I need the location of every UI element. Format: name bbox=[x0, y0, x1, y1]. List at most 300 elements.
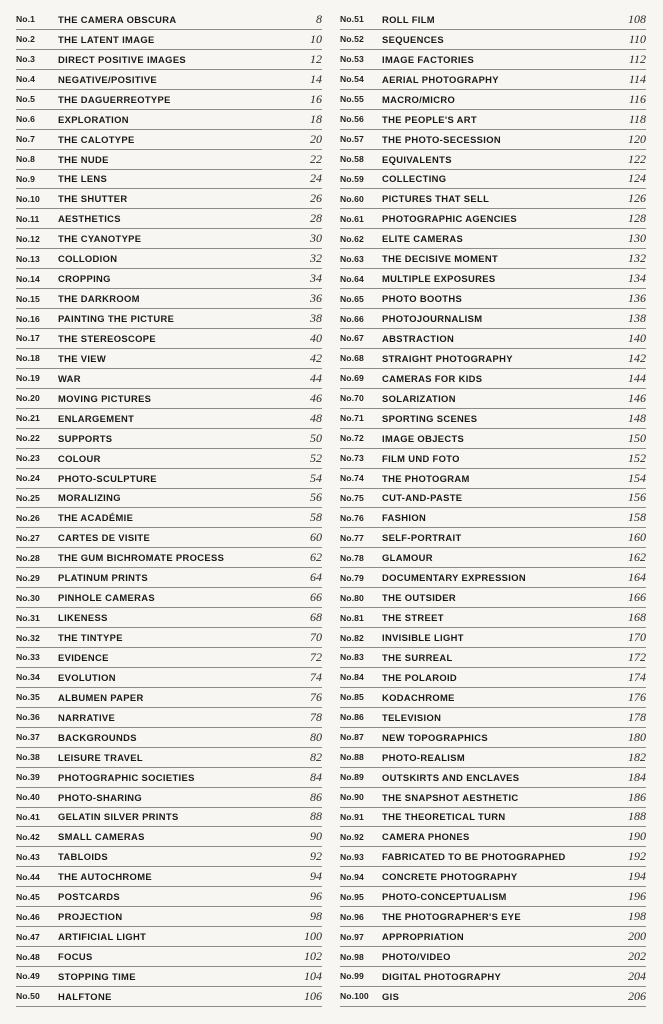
entry-title: SPORTING SCENES bbox=[382, 412, 478, 424]
entry-page-number: 68 bbox=[310, 610, 322, 625]
entry-page-number: 170 bbox=[628, 630, 646, 645]
entry-number: No.64 bbox=[340, 273, 364, 284]
entry-number: No.95 bbox=[340, 891, 364, 902]
entry-page-number: 144 bbox=[628, 370, 646, 385]
entry-title: MORALIZING bbox=[58, 492, 121, 504]
entry-number: No.2 bbox=[16, 34, 36, 45]
entry-number: No.54 bbox=[340, 74, 364, 85]
entry-page-number: 162 bbox=[628, 550, 646, 565]
entry-title: THE DECISIVE MOMENT bbox=[382, 253, 499, 265]
entry-page-number: 36 bbox=[310, 291, 322, 306]
entry-number: No.92 bbox=[340, 831, 364, 842]
entry-page-number: 82 bbox=[310, 749, 322, 764]
entry-page-number: 54 bbox=[310, 470, 322, 485]
entry-number: No.70 bbox=[340, 393, 364, 404]
entry-number: No.3 bbox=[16, 54, 36, 65]
entry-number: No.4 bbox=[16, 74, 36, 85]
entry-page-number: 38 bbox=[310, 311, 322, 326]
entry-page-number: 44 bbox=[310, 370, 322, 385]
entry-page-number: 202 bbox=[628, 949, 646, 964]
entry-title: KODACHROME bbox=[382, 691, 455, 703]
entry-number: No.93 bbox=[340, 851, 364, 862]
entry-title: ABSTRACTION bbox=[382, 332, 455, 344]
entry-page-number: 78 bbox=[310, 709, 322, 724]
entry-number: No.10 bbox=[16, 193, 40, 204]
entry-page-number: 70 bbox=[310, 630, 322, 645]
contents-entry bbox=[16, 329, 322, 349]
entry-title: ROLL FILM bbox=[382, 13, 435, 25]
entry-number: No.51 bbox=[340, 14, 364, 25]
entry-page-number: 168 bbox=[628, 610, 646, 625]
contents-entry bbox=[340, 449, 646, 469]
contents-entry bbox=[16, 409, 322, 429]
contents-entry bbox=[340, 688, 646, 708]
contents-entry bbox=[16, 369, 322, 389]
entry-page-number: 136 bbox=[628, 291, 646, 306]
entry-number: No.36 bbox=[16, 712, 40, 723]
contents-entry bbox=[16, 50, 322, 70]
entry-title: IMAGE OBJECTS bbox=[382, 432, 465, 444]
entry-number: No.77 bbox=[340, 532, 364, 543]
entry-page-number: 148 bbox=[628, 410, 646, 425]
entry-title: ALBUMEN PAPER bbox=[58, 691, 144, 703]
contents-entry bbox=[340, 90, 646, 110]
contents-entry bbox=[16, 10, 322, 30]
entry-page-number: 194 bbox=[628, 869, 646, 884]
contents-entry bbox=[340, 668, 646, 688]
entry-title: NARRATIVE bbox=[58, 711, 116, 723]
entry-page-number: 120 bbox=[628, 131, 646, 146]
entry-title: THE SHUTTER bbox=[58, 193, 128, 205]
entry-page-number: 164 bbox=[628, 570, 646, 585]
entry-number: No.14 bbox=[16, 273, 40, 284]
entry-page-number: 132 bbox=[628, 251, 646, 266]
entry-page-number: 142 bbox=[628, 350, 646, 365]
entry-page-number: 190 bbox=[628, 829, 646, 844]
entry-title: THE SURREAL bbox=[382, 651, 453, 663]
entry-number: No.62 bbox=[340, 233, 364, 244]
contents-entry bbox=[16, 688, 322, 708]
entry-title: APPROPRIATION bbox=[382, 931, 464, 943]
contents-entry bbox=[340, 50, 646, 70]
entry-title: HALFTONE bbox=[58, 990, 112, 1002]
contents-entry bbox=[16, 588, 322, 608]
entry-page-number: 98 bbox=[310, 909, 322, 924]
entry-number: No.8 bbox=[16, 154, 36, 165]
entry-title: GELATIN SILVER PRINTS bbox=[58, 811, 179, 823]
entry-page-number: 12 bbox=[310, 51, 322, 66]
entry-number: No.83 bbox=[340, 652, 364, 663]
entry-number: No.63 bbox=[340, 253, 364, 264]
contents-entry bbox=[16, 748, 322, 768]
entry-number: No.49 bbox=[16, 971, 40, 982]
entry-number: No.94 bbox=[340, 871, 364, 882]
entry-page-number: 42 bbox=[310, 350, 322, 365]
contents-entry bbox=[340, 708, 646, 728]
entry-page-number: 204 bbox=[628, 968, 646, 983]
contents-entry bbox=[16, 130, 322, 150]
entry-title: EVOLUTION bbox=[58, 671, 116, 683]
entry-title: PHOTOJOURNALISM bbox=[382, 313, 483, 325]
contents-entry bbox=[16, 608, 322, 628]
entry-page-number: 200 bbox=[628, 929, 646, 944]
entry-page-number: 62 bbox=[310, 550, 322, 565]
entry-page-number: 108 bbox=[628, 11, 646, 26]
entry-number: No.71 bbox=[340, 413, 364, 424]
contents-entry bbox=[16, 110, 322, 130]
entry-title: SOLARIZATION bbox=[382, 392, 456, 404]
entry-number: No.48 bbox=[16, 951, 40, 962]
contents-entry bbox=[340, 887, 646, 907]
entry-page-number: 188 bbox=[628, 809, 646, 824]
entry-title: THE PHOTOGRAM bbox=[382, 472, 470, 484]
entry-title: PHOTO-SCULPTURE bbox=[58, 472, 157, 484]
entry-page-number: 60 bbox=[310, 530, 322, 545]
entry-title: PHOTOGRAPHIC SOCIETIES bbox=[58, 771, 195, 783]
entry-page-number: 192 bbox=[628, 849, 646, 864]
entry-title: BACKGROUNDS bbox=[58, 731, 137, 743]
entry-page-number: 198 bbox=[628, 909, 646, 924]
contents-entry bbox=[340, 927, 646, 947]
contents-entry bbox=[340, 588, 646, 608]
entry-title: PAINTING THE PICTURE bbox=[58, 313, 175, 325]
contents-entry bbox=[340, 608, 646, 628]
contents-entry bbox=[340, 568, 646, 588]
contents-entry bbox=[16, 668, 322, 688]
entry-page-number: 90 bbox=[310, 829, 322, 844]
entry-page-number: 180 bbox=[628, 729, 646, 744]
contents-entry bbox=[16, 768, 322, 788]
entry-number: No.34 bbox=[16, 672, 40, 683]
entry-page-number: 20 bbox=[310, 131, 322, 146]
entry-page-number: 154 bbox=[628, 470, 646, 485]
entry-page-number: 52 bbox=[310, 450, 322, 465]
contents-entry bbox=[340, 628, 646, 648]
entry-number: No.97 bbox=[340, 931, 364, 942]
entry-page-number: 92 bbox=[310, 849, 322, 864]
contents-entry bbox=[340, 429, 646, 449]
entry-page-number: 106 bbox=[304, 988, 322, 1003]
entry-title: MULTIPLE EXPOSURES bbox=[382, 273, 496, 285]
entry-page-number: 124 bbox=[628, 171, 646, 186]
entry-number: No.80 bbox=[340, 592, 364, 603]
entry-title: CAMERAS FOR KIDS bbox=[382, 372, 483, 384]
entry-title: THE STREET bbox=[382, 612, 444, 624]
entry-title: EXPLORATION bbox=[58, 113, 129, 125]
entry-title: COLLECTING bbox=[382, 173, 447, 185]
contents-column-left bbox=[16, 10, 322, 1007]
contents-entry bbox=[340, 30, 646, 50]
entry-number: No.78 bbox=[340, 552, 364, 563]
entry-number: No.35 bbox=[16, 692, 40, 703]
entry-title: PROJECTION bbox=[58, 911, 123, 923]
entry-number: No.90 bbox=[340, 792, 364, 803]
entry-number: No.21 bbox=[16, 413, 40, 424]
entry-title: THE SNAPSHOT AESTHETIC bbox=[382, 791, 519, 803]
entry-page-number: 160 bbox=[628, 530, 646, 545]
entry-number: No.15 bbox=[16, 293, 40, 304]
entry-title: CUT-AND-PASTE bbox=[382, 492, 463, 504]
entry-number: No.82 bbox=[340, 632, 364, 643]
contents-entry bbox=[340, 349, 646, 369]
contents-entry bbox=[340, 469, 646, 489]
entry-page-number: 172 bbox=[628, 649, 646, 664]
entry-page-number: 28 bbox=[310, 211, 322, 226]
entry-page-number: 40 bbox=[310, 330, 322, 345]
contents-entry bbox=[16, 528, 322, 548]
contents-entry bbox=[340, 209, 646, 229]
entry-number: No.59 bbox=[340, 173, 364, 184]
entry-number: No.1 bbox=[16, 14, 36, 25]
entry-title: THE OUTSIDER bbox=[382, 592, 456, 604]
contents-entry bbox=[16, 728, 322, 748]
entry-title: THE LATENT IMAGE bbox=[58, 33, 155, 45]
entry-title: DIRECT POSITIVE IMAGES bbox=[58, 53, 187, 65]
entry-number: No.26 bbox=[16, 512, 40, 523]
contents-entry bbox=[16, 209, 322, 229]
entry-title: PICTURES THAT SELL bbox=[382, 193, 490, 205]
contents-entry bbox=[340, 229, 646, 249]
entry-page-number: 26 bbox=[310, 191, 322, 206]
contents-entry bbox=[340, 70, 646, 90]
entry-title: AERIAL PHOTOGRAPHY bbox=[382, 73, 499, 85]
contents-entry bbox=[340, 748, 646, 768]
entry-page-number: 14 bbox=[310, 71, 322, 86]
entry-title: FASHION bbox=[382, 512, 427, 524]
entry-title: FILM UND FOTO bbox=[382, 452, 460, 464]
entry-page-number: 86 bbox=[310, 789, 322, 804]
entry-number: No.60 bbox=[340, 193, 364, 204]
entry-number: No.79 bbox=[340, 572, 364, 583]
entry-number: No.18 bbox=[16, 353, 40, 364]
entry-number: No.9 bbox=[16, 173, 36, 184]
entry-page-number: 140 bbox=[628, 330, 646, 345]
contents-entry bbox=[16, 508, 322, 528]
entry-number: No.75 bbox=[340, 492, 364, 503]
entry-title: THE PHOTOGRAPHER'S EYE bbox=[382, 911, 521, 923]
contents-entry bbox=[16, 987, 322, 1007]
entry-title: PHOTO-SHARING bbox=[58, 791, 143, 803]
entry-number: No.40 bbox=[16, 792, 40, 803]
entry-page-number: 30 bbox=[310, 231, 322, 246]
contents-entry bbox=[340, 947, 646, 967]
contents-entry bbox=[16, 469, 322, 489]
entry-number: No.42 bbox=[16, 831, 40, 842]
entry-number: No.61 bbox=[340, 213, 364, 224]
entry-number: No.19 bbox=[16, 373, 40, 384]
entry-title: STRAIGHT PHOTOGRAPHY bbox=[382, 352, 513, 364]
entry-page-number: 128 bbox=[628, 211, 646, 226]
entry-page-number: 130 bbox=[628, 231, 646, 246]
contents-entry bbox=[340, 249, 646, 269]
entry-title: THE PEOPLE'S ART bbox=[382, 113, 477, 125]
entry-number: No.56 bbox=[340, 114, 364, 125]
contents-entry bbox=[16, 249, 322, 269]
entry-page-number: 66 bbox=[310, 590, 322, 605]
entry-number: No.98 bbox=[340, 951, 364, 962]
contents-entry bbox=[340, 788, 646, 808]
entry-title: CARTES DE VISITE bbox=[58, 532, 151, 544]
entry-page-number: 112 bbox=[628, 51, 646, 66]
entry-page-number: 122 bbox=[628, 151, 646, 166]
entry-title: PHOTO BOOTHS bbox=[382, 293, 463, 305]
contents-entry bbox=[340, 10, 646, 30]
entry-title: THE PHOTO-SECESSION bbox=[382, 133, 501, 145]
entry-number: No.46 bbox=[16, 911, 40, 922]
entry-title: THE AUTOCHROME bbox=[58, 871, 152, 883]
entry-page-number: 34 bbox=[310, 271, 322, 286]
entry-title: THE GUM BICHROMATE PROCESS bbox=[58, 552, 225, 564]
contents-entry bbox=[340, 648, 646, 668]
entry-title: ELITE CAMERAS bbox=[382, 233, 464, 245]
entry-title: INVISIBLE LIGHT bbox=[382, 632, 464, 644]
contents-entry bbox=[340, 329, 646, 349]
entry-title: CONCRETE PHOTOGRAPHY bbox=[382, 871, 518, 883]
contents-entry bbox=[16, 788, 322, 808]
entry-title: NEW TOPOGRAPHICS bbox=[382, 731, 488, 743]
contents-entry bbox=[16, 30, 322, 50]
contents-entry bbox=[340, 369, 646, 389]
contents-entry bbox=[16, 927, 322, 947]
entry-page-number: 16 bbox=[310, 91, 322, 106]
contents-entry bbox=[16, 349, 322, 369]
entry-page-number: 46 bbox=[310, 390, 322, 405]
entry-page-number: 22 bbox=[310, 151, 322, 166]
entry-number: No.100 bbox=[340, 991, 369, 1002]
contents-entry bbox=[340, 110, 646, 130]
entry-number: No.88 bbox=[340, 752, 364, 763]
entry-page-number: 182 bbox=[628, 749, 646, 764]
entry-title: FOCUS bbox=[58, 951, 93, 963]
entry-number: No.16 bbox=[16, 313, 40, 324]
entry-number: No.55 bbox=[340, 94, 364, 105]
entry-number: No.28 bbox=[16, 552, 40, 563]
entry-number: No.73 bbox=[340, 453, 364, 464]
entry-page-number: 24 bbox=[310, 171, 322, 186]
entry-number: No.66 bbox=[340, 313, 364, 324]
entry-title: EVIDENCE bbox=[58, 651, 109, 663]
entry-number: No.22 bbox=[16, 433, 40, 444]
entry-number: No.17 bbox=[16, 333, 40, 344]
entry-number: No.11 bbox=[16, 213, 40, 224]
entry-number: No.47 bbox=[16, 931, 40, 942]
contents-entry bbox=[340, 389, 646, 409]
entry-page-number: 158 bbox=[628, 510, 646, 525]
entry-page-number: 134 bbox=[628, 271, 646, 286]
contents-entry bbox=[16, 189, 322, 209]
contents-entry bbox=[340, 309, 646, 329]
entry-number: No.99 bbox=[340, 971, 364, 982]
entry-page-number: 58 bbox=[310, 510, 322, 525]
entry-title: THE CAMERA OBSCURA bbox=[58, 13, 177, 25]
entry-number: No.43 bbox=[16, 851, 40, 862]
entry-number: No.44 bbox=[16, 871, 40, 882]
entry-page-number: 104 bbox=[304, 968, 322, 983]
entry-page-number: 88 bbox=[310, 809, 322, 824]
entry-page-number: 10 bbox=[310, 31, 322, 46]
entry-title: THE NUDE bbox=[58, 153, 109, 165]
entry-page-number: 114 bbox=[628, 71, 646, 86]
entry-title: FABRICATED TO BE PHOTOGRAPHED bbox=[382, 851, 566, 863]
entry-title: MACRO/MICRO bbox=[382, 93, 456, 105]
entry-page-number: 184 bbox=[628, 769, 646, 784]
entry-number: No.50 bbox=[16, 991, 40, 1002]
contents-entry bbox=[340, 170, 646, 190]
entry-page-number: 174 bbox=[628, 669, 646, 684]
contents-entry bbox=[340, 967, 646, 987]
entry-page-number: 126 bbox=[628, 191, 646, 206]
contents-entry bbox=[16, 648, 322, 668]
entry-number: No.7 bbox=[16, 134, 36, 145]
contents-entry bbox=[16, 827, 322, 847]
entry-page-number: 116 bbox=[628, 91, 646, 106]
entry-title: ENLARGEMENT bbox=[58, 412, 135, 424]
entry-page-number: 150 bbox=[628, 430, 646, 445]
entry-title: WAR bbox=[58, 372, 81, 384]
entry-page-number: 32 bbox=[310, 251, 322, 266]
entry-number: No.65 bbox=[340, 293, 364, 304]
entry-number: No.5 bbox=[16, 94, 36, 105]
contents-entry bbox=[16, 449, 322, 469]
contents-entry bbox=[16, 489, 322, 509]
entry-page-number: 100 bbox=[304, 929, 322, 944]
entry-title: COLOUR bbox=[58, 452, 101, 464]
entry-page-number: 102 bbox=[304, 949, 322, 964]
entry-number: No.91 bbox=[340, 811, 364, 822]
entry-title: GLAMOUR bbox=[382, 552, 433, 564]
entry-number: No.41 bbox=[16, 811, 40, 822]
entry-page-number: 152 bbox=[628, 450, 646, 465]
entry-number: No.37 bbox=[16, 732, 40, 743]
entry-number: No.85 bbox=[340, 692, 364, 703]
contents-entry bbox=[16, 548, 322, 568]
contents-entry bbox=[340, 489, 646, 509]
entry-number: No.72 bbox=[340, 433, 364, 444]
contents-entry bbox=[16, 289, 322, 309]
entry-title: THE DAGUERREOTYPE bbox=[58, 93, 171, 105]
entry-title: THE TINTYPE bbox=[58, 632, 123, 644]
entry-page-number: 84 bbox=[310, 769, 322, 784]
contents-entry bbox=[340, 728, 646, 748]
entry-number: No.86 bbox=[340, 712, 364, 723]
entry-title: ARTIFICIAL LIGHT bbox=[58, 931, 147, 943]
entry-title: TABLOIDS bbox=[58, 851, 109, 863]
entry-title: OUTSKIRTS AND ENCLAVES bbox=[382, 771, 520, 783]
entry-page-number: 48 bbox=[310, 410, 322, 425]
entry-title: IMAGE FACTORIES bbox=[382, 53, 475, 65]
contents-entry bbox=[16, 150, 322, 170]
contents-entry bbox=[340, 768, 646, 788]
entry-page-number: 76 bbox=[310, 689, 322, 704]
entry-title: TELEVISION bbox=[382, 711, 442, 723]
entry-page-number: 50 bbox=[310, 430, 322, 445]
entry-page-number: 178 bbox=[628, 709, 646, 724]
contents-entry bbox=[340, 269, 646, 289]
entry-page-number: 64 bbox=[310, 570, 322, 585]
entry-number: No.67 bbox=[340, 333, 364, 344]
entry-title: MOVING PICTURES bbox=[58, 392, 152, 404]
entry-page-number: 156 bbox=[628, 490, 646, 505]
entry-title: THE THEORETICAL TURN bbox=[382, 811, 506, 823]
entry-number: No.76 bbox=[340, 512, 364, 523]
entry-title: THE DARKROOM bbox=[58, 293, 140, 305]
contents-entry bbox=[16, 269, 322, 289]
entry-title: THE CALOTYPE bbox=[58, 133, 135, 145]
entry-title: PHOTO-CONCEPTUALISM bbox=[382, 891, 507, 903]
entry-number: No.33 bbox=[16, 652, 40, 663]
contents-entry bbox=[16, 70, 322, 90]
entry-number: No.25 bbox=[16, 492, 40, 503]
